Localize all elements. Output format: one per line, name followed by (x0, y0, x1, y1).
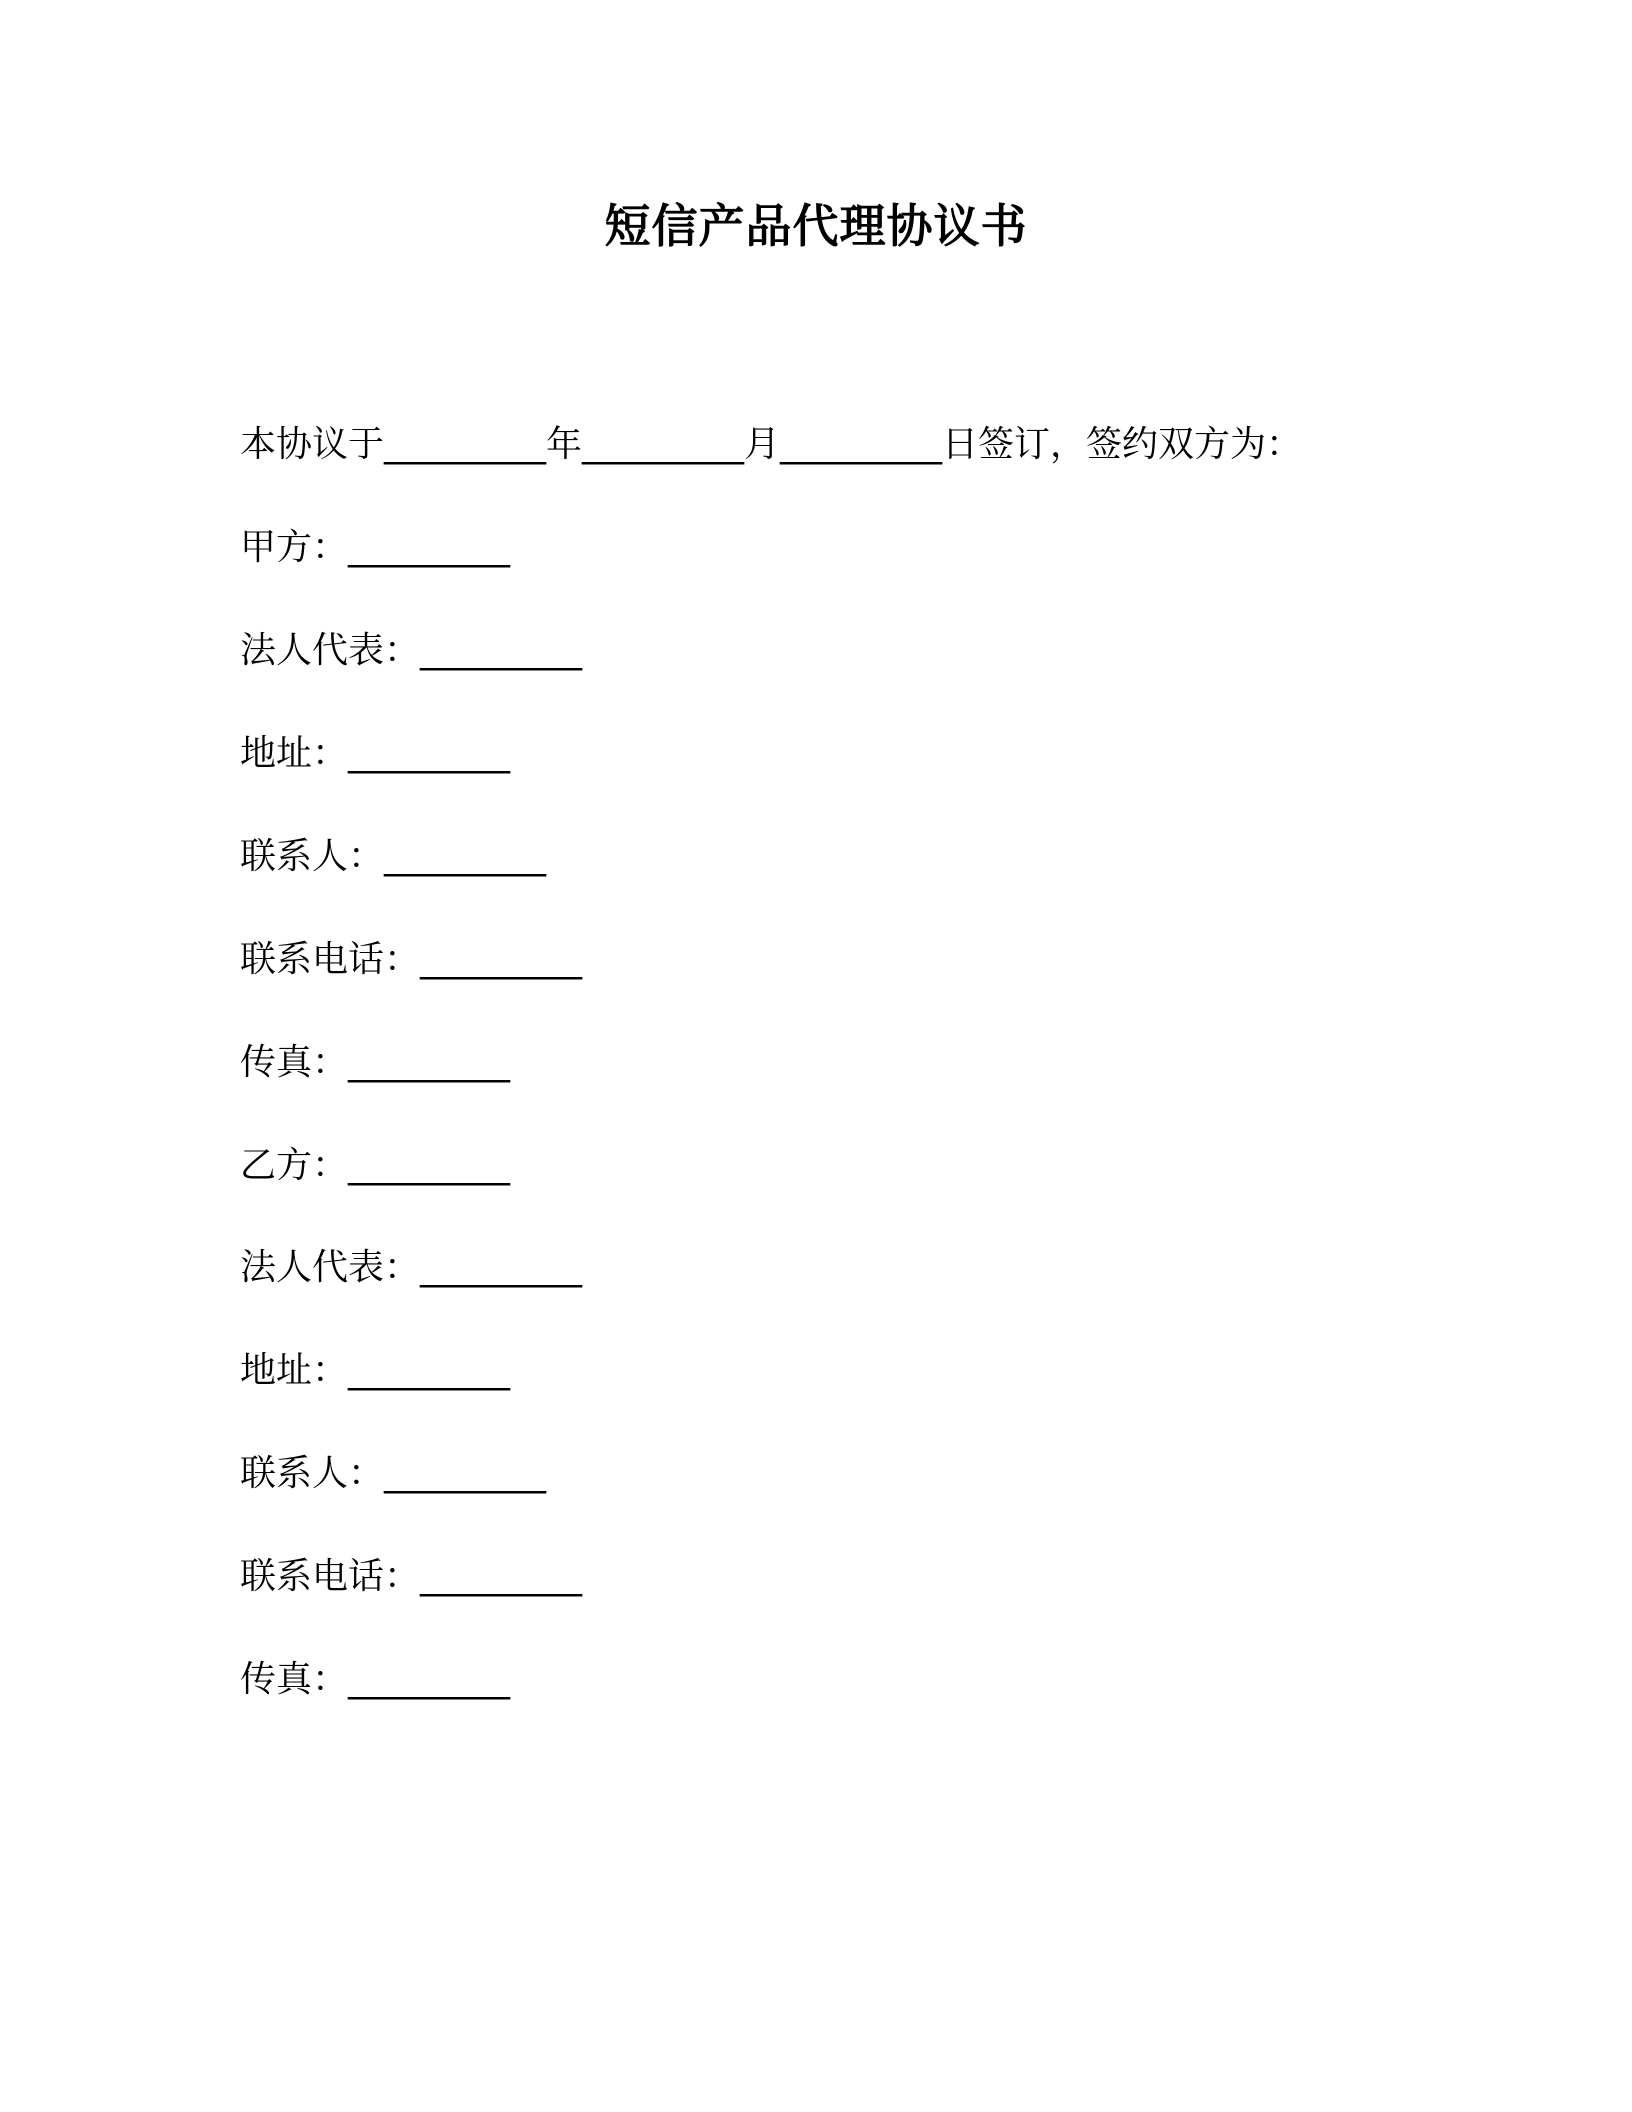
party-a-contact: 联系人：_________ (240, 836, 547, 877)
party-b-phone: 联系电话：_________ (240, 1556, 583, 1597)
party-a-name: 甲方：_________ (240, 527, 511, 568)
party-b-contact: 联系人：_________ (240, 1453, 547, 1494)
party-a-phone: 联系电话：_________ (240, 939, 583, 980)
party-a-address: 地址：_________ (240, 733, 511, 774)
party-b-address: 地址：_________ (240, 1350, 511, 1391)
party-a-fax: 传真：_________ (240, 1042, 511, 1083)
document-title: 短信产品代理协议书 (604, 199, 1028, 253)
party-a-legal-rep: 法人代表：_________ (240, 630, 583, 671)
party-b-legal-rep: 法人代表：_________ (240, 1247, 583, 1288)
party-b-name: 乙方：_________ (240, 1145, 511, 1186)
agreement-intro: 本协议于_________年_________月_________日签订，签约双方为： (240, 424, 1303, 465)
party-b-fax: 传真：_________ (240, 1659, 511, 1700)
